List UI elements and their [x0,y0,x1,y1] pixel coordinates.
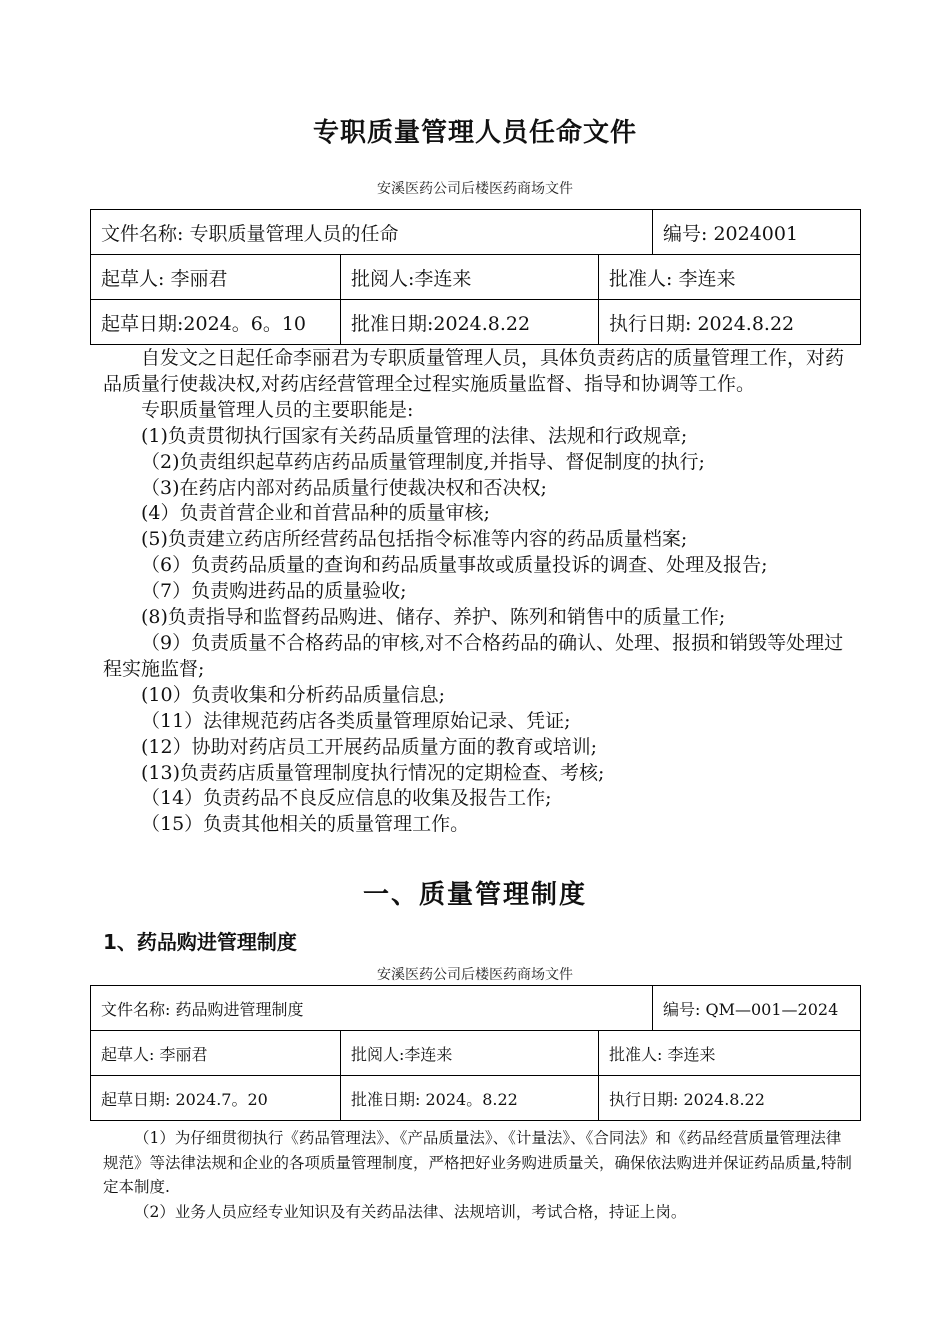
list-item: (13)负责药店质量管理制度执行情况的定期检查、考核; [141,761,605,784]
draft-date-cell: 起草日期: 2024.7。20 [91,1076,341,1121]
approve-date-cell: 批准日期:2024.8.22 [341,300,599,345]
list-item: (12）协助对药店员工开展药品质量方面的教育或培训; [141,735,597,758]
list-item: （11）法律规范药店各类质量管理原始记录、凭证; [141,709,571,732]
list-item: （6）负责药品质量的查询和药品质量事故或质量投诉的调查、处理及报告; [141,554,768,577]
file-number-cell: 编号: 2024001 [653,210,861,255]
drafter-cell: 起草人: 李丽君 [91,1031,341,1076]
exec-date-cell: 执行日期: 2024.8.22 [599,1076,861,1121]
list-item: (1)负责贯彻执行国家有关药品质量管理的法律、法规和行政规章; [141,424,688,447]
list-item: (4）负责首营企业和首营品种的质量审核; [141,502,490,525]
company-line: 安溪医药公司后楼医药商场文件 [377,967,573,983]
draft-date-cell: 起草日期:2024。6。10 [91,300,341,345]
list-item: （7）负责购进药品的质量验收; [141,580,407,603]
file-name-cell: 文件名称: 专职质量管理人员的任命 [91,210,653,255]
list-item: （3)在药店内部对药品质量行使裁决权和否决权; [141,476,547,499]
approver-cell: 批准人: 李连来 [599,1031,861,1076]
approve-date-cell: 批准日期: 2024。8.22 [341,1076,599,1121]
appointment-body [103,346,853,838]
approver-cell: 批准人: 李连来 [599,255,861,300]
paragraph: 自发文之日起任命李丽君为专职质量管理人员，具体负责药店的质量管理工作，对药品质量行使裁决权,对药店经营管理全过程实施质量监督、指导和协调等工作。 [103,347,845,395]
section-heading: 一、质量管理制度 [362,880,587,910]
paragraph: （1）为仔细贯彻执行《药品管理法》、《产品质量法》、《计量法》、《合同法》和《药品经营质量管理法律规范》等法律法规和企业的各项质量管理制度，严格把好业务购进质量关，确保依法购进并保证药品质量,特制定本制度. [103,1129,852,1196]
list-item: （14）负责药品不良反应信息的收集及报告工作; [141,787,552,810]
reviewer-cell: 批阅人:李连来 [341,1031,599,1076]
reviewer-cell: 批阅人:李连来 [341,255,599,300]
paragraph: 专职质量管理人员的主要职能是: [141,398,414,421]
list-item: （2)负责组织起草药店药品质量管理制度,并指导、督促制度的执行; [141,450,705,473]
subsection-heading: 1、药品购进管理制度 [103,930,297,954]
document-info-table [90,985,861,1121]
paragraph: （2）业务人员应经专业知识及有关药品法律、法规培训，考试合格，持证上岗。 [134,1202,687,1221]
list-item: (5)负责建立药店所经营药品包括指令标准等内容的药品质量档案; [141,528,688,551]
file-name-cell: 文件名称: 药品购进管理制度 [91,986,653,1031]
list-item: （15）负责其他相关的质量管理工作。 [141,813,470,836]
list-item: （9）负责质量不合格药品的审核,对不合格药品的确认、处理、报损和销毁等处理过程实施监督; [103,631,844,680]
list-item: (8)负责指导和监督药品购进、储存、养护、陈列和销售中的质量工作; [141,606,726,629]
document-title: 专职质量管理人员任命文件 [312,118,637,148]
list-item: (10）负责收集和分析药品质量信息; [141,683,445,706]
document-info-table [90,209,861,345]
drafter-cell: 起草人: 李丽君 [91,255,341,300]
procurement-body [103,1126,853,1224]
exec-date-cell: 执行日期: 2024.8.22 [599,300,861,345]
file-number-cell: 编号: QM—001—2024 [653,986,861,1031]
company-line: 安溪医药公司后楼医药商场文件 [377,181,573,197]
